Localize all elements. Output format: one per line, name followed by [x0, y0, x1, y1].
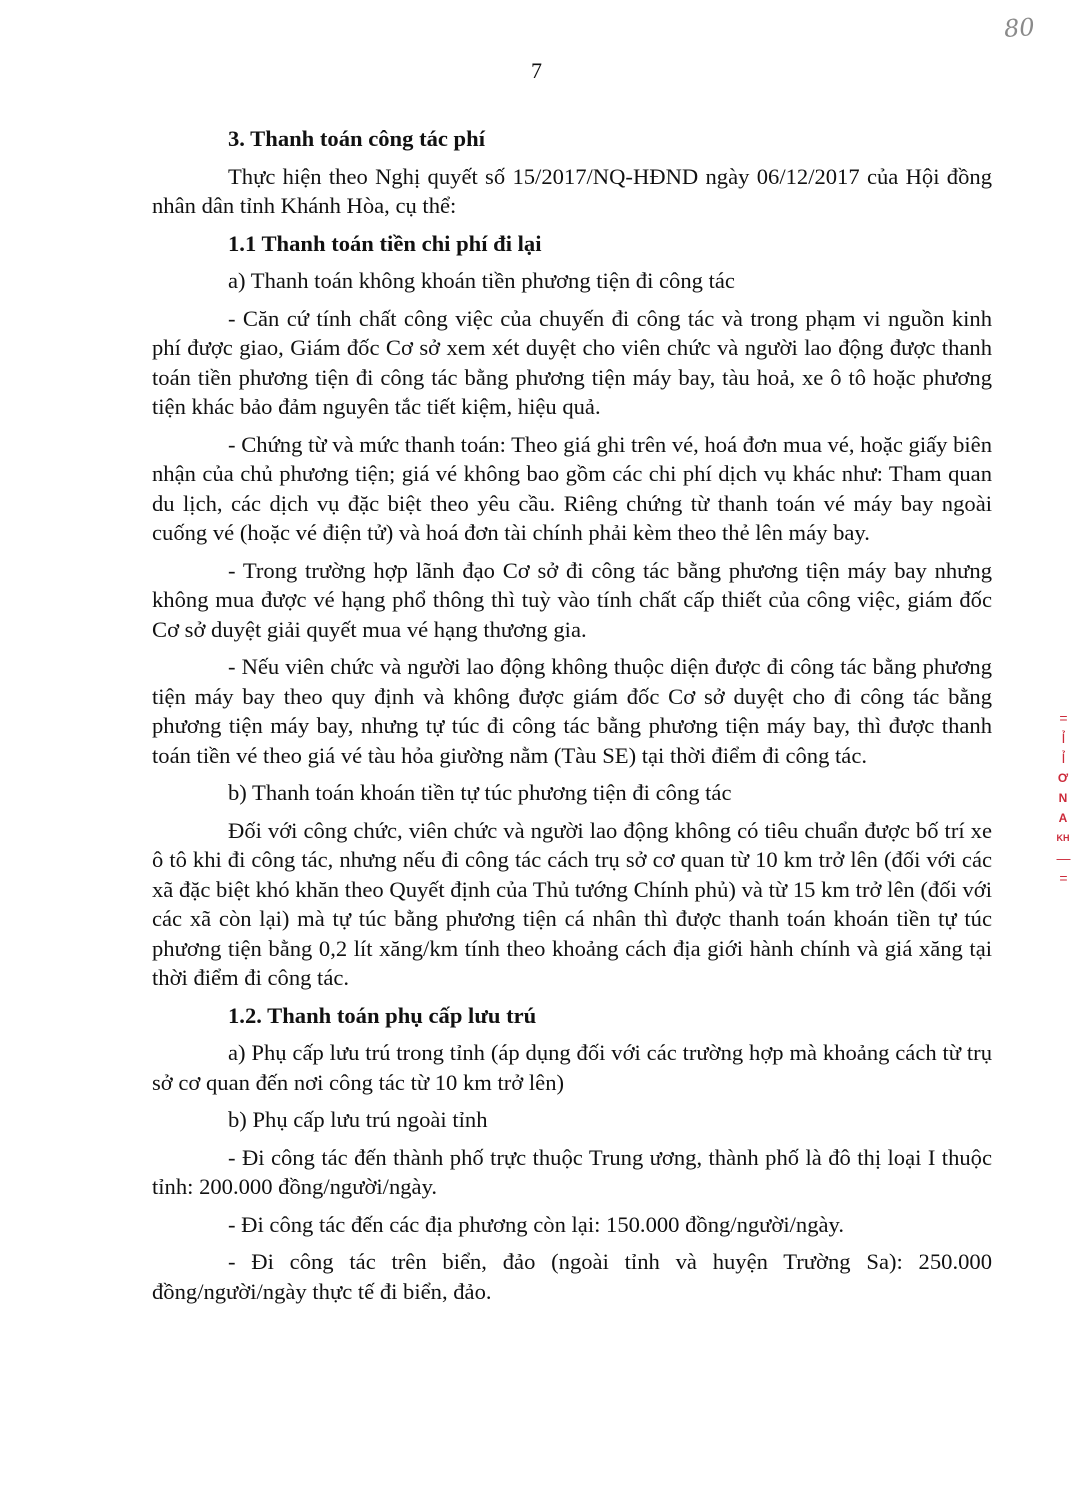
stamp-char: = [1059, 870, 1067, 886]
travel-costs-sub-a: a) Thanh toán không khoán tiền phương tiện đi công tác [228, 268, 735, 293]
allowance-sub-b: b) Phụ cấp lưu trú ngoài tỉnh [228, 1107, 488, 1132]
document-body [152, 124, 992, 1314]
stamp-char: A [1058, 811, 1068, 825]
allowance-item-1: - Đi công tác đến thành phố trực thuộc Trung ương, thành phố là đô thị loại I thuộc tỉnh: 200.000 đồng/người/ngày. [152, 1144, 992, 1199]
allowance-item-3: - Đi công tác trên biển, đảo (ngoài tỉnh và huyện Trường Sa): 250.000 đồng/người/ngày thực tế đi biển, đảo. [152, 1249, 992, 1304]
handwritten-page-mark: 80 [1003, 12, 1036, 44]
stamp-char: = [1059, 710, 1067, 726]
travel-costs-para-5: Đối với công chức, viên chức và người lao động không có tiêu chuẩn được bố trí xe ô tô khi đi công tác, nhưng nếu đi công tác cách trụ sở cơ quan từ 10 km trở lên (đối với các xã đặc biệt khó khăn theo Quyết định của Thủ tướng Chính phủ) và từ 15 km trở lên (đối với các xã còn lại) mà tự túc bằng phương tiện cá nhân thì được thanh toán khoán tiền tự túc phương tiện bằng 0,2 lít xăng/km tính theo khoảng cách địa giới hành chính và giá xăng tại thời điểm đi công tác. [152, 817, 992, 990]
section-title: 3. Thanh toán công tác phí [228, 126, 485, 151]
travel-costs-para-4: - Nếu viên chức và người lao động không thuộc diện được đi công tác bằng phương tiện máy bay theo quy định và không được giám đốc Cơ sở duyệt cho đi công tác bằng phương tiện máy bay, nhưng tự túc đi công tác bằng phương tiện máy bay, thì được thanh toán tiền vé theo giá vé tàu hỏa giường nằm (Tàu SE) tại thời điểm đi công tác. [152, 654, 992, 768]
travel-costs-sub-b: b) Thanh toán khoán tiền tự túc phương tiện đi công tác [228, 780, 732, 805]
stamp-char: — [1056, 850, 1070, 866]
travel-costs-heading: 1.1 Thanh toán tiền chi phí đi lại [228, 230, 542, 256]
travel-costs-para-1: - Căn cứ tính chất công việc của chuyến đi công tác và trong phạm vi nguồn kinh phí được giao, Giám đốc Cơ sở xem xét duyệt cho viên chức và người lao động được thanh toán tiền phương tiện đi công tác bằng phương tiện máy bay, tàu hoả, xe ô tô hoặc phương tiện khác bảo đảm nguyên tắc tiết kiệm, hiệu quả. [152, 305, 992, 419]
page-number: 7 [531, 58, 542, 83]
stamp-char: KH [1056, 833, 1070, 843]
stamp-char: Ỉ [1061, 730, 1065, 746]
side-stamp [1050, 708, 1073, 888]
allowance-heading: 1.2. Thanh toán phụ cấp lưu trú [228, 1002, 537, 1028]
travel-costs-para-2: - Chứng từ và mức thanh toán: Theo giá ghi trên vé, hoá đơn mua vé, hoặc giấy biên nhận của chủ phương tiện; giá vé không bao gồm các chi phí dịch vụ khác như: Tham quan du lịch, các dịch vụ đặc biệt theo yêu cầu. Riêng chứng từ thanh toán vé máy bay ngoài cuống vé (hoặc vé điện tử) và hoá đơn tài chính phải kèm theo thẻ lên máy bay. [152, 431, 992, 545]
stamp-char: Ỉ [1061, 750, 1065, 766]
stamp-char: Ơ [1057, 771, 1069, 785]
travel-costs-para-3: - Trong trường hợp lãnh đạo Cơ sở đi công tác bằng phương tiện máy bay nhưng không mua được vé hạng phổ thông thì tuỳ vào tính chất cấp thiết của công việc, giám đốc Cơ sở duyệt giải quyết mua vé hạng thương gia. [152, 557, 992, 642]
stamp-char: N [1058, 791, 1068, 805]
allowance-sub-a: a) Phụ cấp lưu trú trong tỉnh (áp dụng đối với các trường hợp mà khoảng cách từ trụ sở cơ quan đến nơi công tác từ 10 km trở lên) [152, 1040, 992, 1095]
allowance-item-2: - Đi công tác đến các địa phương còn lại: 150.000 đồng/người/ngày. [228, 1211, 845, 1237]
section-intro: Thực hiện theo Nghị quyết số 15/2017/NQ-HĐND ngày 06/12/2017 của Hội đồng nhân dân tỉnh Khánh Hòa, cụ thể: [152, 163, 992, 218]
